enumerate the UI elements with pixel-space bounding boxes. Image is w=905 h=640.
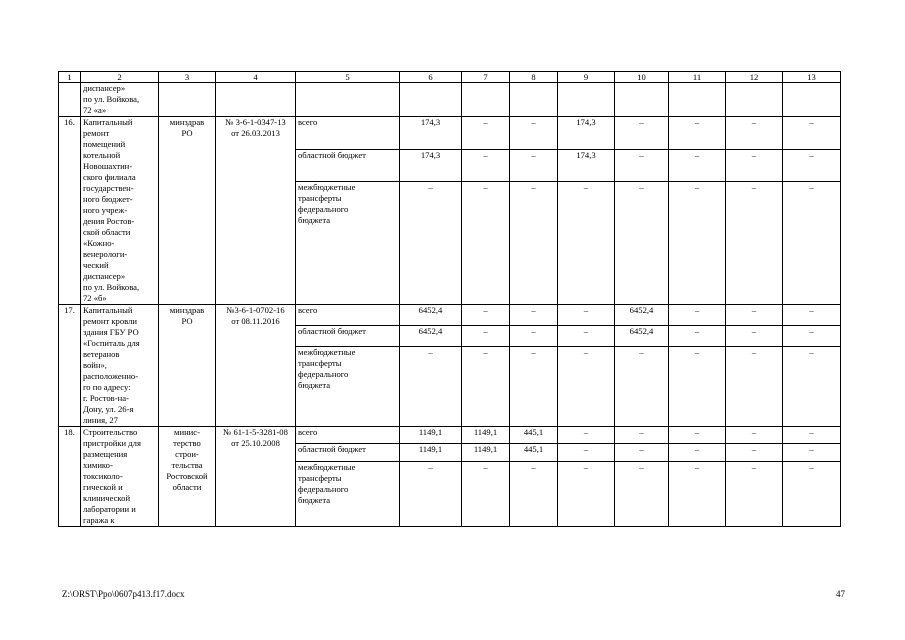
amount-cell: – xyxy=(615,427,669,444)
object-name-line: 72 «б» xyxy=(83,293,107,303)
empty-cell xyxy=(216,83,296,117)
object-name-line: по ул. Войкова, xyxy=(83,94,140,104)
agency-cell xyxy=(159,427,216,527)
amount-cell: – xyxy=(462,347,510,427)
column-number: 10 xyxy=(615,72,669,83)
column-number: 12 xyxy=(726,72,783,83)
amount-cell: – xyxy=(783,326,841,347)
object-name-line: го по адресу: xyxy=(83,382,131,392)
amount-cell: – xyxy=(726,427,783,444)
agency-line: Ростовской xyxy=(166,471,208,481)
object-name-line: здания ГБУ РО xyxy=(83,327,139,337)
agency-line: РО xyxy=(181,128,193,138)
amount-cell: – xyxy=(669,427,726,444)
document-line: от 26.03.2013 xyxy=(231,128,280,138)
funding-source-label: областной бюджет xyxy=(296,326,400,347)
amount-cell: – xyxy=(462,182,510,305)
amount-cell: – xyxy=(726,117,783,150)
agency-line: области xyxy=(172,482,202,492)
agency-cell xyxy=(159,117,216,305)
object-name-line: расположенно- xyxy=(83,371,139,381)
funding-source-label: всего xyxy=(296,117,400,150)
amount-cell: – xyxy=(726,444,783,461)
agency-line: тельства xyxy=(171,460,203,470)
funding-source-label: областной бюджет xyxy=(296,149,400,182)
row-number: 16. xyxy=(59,117,81,305)
object-name-line: ремонт xyxy=(83,128,110,138)
agency-cell xyxy=(159,305,216,427)
funding-source-label: всего xyxy=(296,427,400,444)
amount-cell: – xyxy=(558,347,615,427)
amount-cell: 174,3 xyxy=(558,149,615,182)
empty-cell xyxy=(558,83,615,117)
amount-cell: 445,1 xyxy=(510,427,558,444)
object-name-line: диспансер» xyxy=(83,83,126,93)
amount-cell: – xyxy=(558,305,615,326)
funding-source-line: бюджета xyxy=(298,494,331,505)
document-line: № 3-6-1-0347-13 xyxy=(225,117,286,127)
amount-cell: – xyxy=(510,326,558,347)
object-name-line: войн», xyxy=(83,360,107,370)
document-cell xyxy=(216,117,296,305)
amount-cell: – xyxy=(783,117,841,150)
agency-line: минис- xyxy=(174,427,200,437)
object-name-line: гаража к xyxy=(83,515,115,525)
amount-cell: 6452,4 xyxy=(615,326,669,347)
amount-cell: 1149,1 xyxy=(462,444,510,461)
amount-cell: – xyxy=(558,427,615,444)
object-name-cell xyxy=(81,427,159,527)
funding-source-line: трансферты xyxy=(298,358,342,369)
funding-source-line: трансферты xyxy=(298,193,342,204)
amount-cell: – xyxy=(462,149,510,182)
amount-cell: – xyxy=(669,326,726,347)
amount-cell: 1149,1 xyxy=(400,444,462,461)
document-cell xyxy=(216,427,296,527)
amount-cell: – xyxy=(669,149,726,182)
object-name-line: 72 «а» xyxy=(83,105,107,115)
object-name-line: по ул. Войкова, xyxy=(83,282,140,292)
object-row xyxy=(59,427,841,444)
amount-cell: – xyxy=(726,326,783,347)
amount-cell: 6452,4 xyxy=(400,326,462,347)
amount-cell: 174,3 xyxy=(558,117,615,150)
amount-cell: – xyxy=(400,182,462,305)
column-number: 4 xyxy=(216,72,296,83)
document-line: от 08.11.2016 xyxy=(231,316,280,326)
object-name-line: лаборатории и xyxy=(83,504,136,514)
amount-cell: – xyxy=(510,182,558,305)
object-name-line: помещений xyxy=(83,139,126,149)
object-name-line: ческий xyxy=(83,260,109,270)
object-name-line: диспансер» xyxy=(83,271,126,281)
amount-cell: – xyxy=(462,326,510,347)
object-name-line: токсиколо- xyxy=(83,471,123,481)
amount-cell: – xyxy=(783,427,841,444)
agency-line: строи- xyxy=(175,449,199,459)
amount-cell: – xyxy=(615,347,669,427)
agency-line: терство xyxy=(173,438,201,448)
empty-cell xyxy=(669,83,726,117)
funding-source-line: бюджета xyxy=(298,215,331,226)
column-number: 8 xyxy=(510,72,558,83)
object-name-line: «Госпиталь для xyxy=(83,338,140,348)
column-number-row xyxy=(59,72,841,83)
object-row xyxy=(59,117,841,150)
amount-cell: 174,3 xyxy=(400,117,462,150)
funding-source-label xyxy=(296,461,400,526)
amount-cell: – xyxy=(615,117,669,150)
continuation-row xyxy=(59,83,841,117)
amount-cell: – xyxy=(400,347,462,427)
agency-line: РО xyxy=(181,316,193,326)
amount-cell: – xyxy=(669,461,726,526)
funding-source-line: межбюджетные xyxy=(298,182,356,193)
funding-source-line: межбюджетные xyxy=(298,347,356,358)
amount-cell: – xyxy=(669,305,726,326)
column-number: 9 xyxy=(558,72,615,83)
empty-cell xyxy=(159,83,216,117)
amount-cell: – xyxy=(669,117,726,150)
amount-cell: – xyxy=(615,461,669,526)
amount-cell: – xyxy=(462,461,510,526)
amount-cell: – xyxy=(783,182,841,305)
amount-cell: 1149,1 xyxy=(400,427,462,444)
object-name-line: Капитальный xyxy=(83,305,133,315)
column-number: 6 xyxy=(400,72,462,83)
object-name-cell xyxy=(81,305,159,427)
funding-source-label xyxy=(296,347,400,427)
amount-cell: – xyxy=(558,444,615,461)
amount-cell: – xyxy=(510,305,558,326)
footer-page-number: 47 xyxy=(836,589,845,599)
agency-line: минздрав xyxy=(169,117,205,127)
funding-source-line: бюджета xyxy=(298,380,331,391)
amount-cell: – xyxy=(510,347,558,427)
column-number: 1 xyxy=(59,72,81,83)
empty-cell xyxy=(783,83,841,117)
amount-cell: – xyxy=(558,182,615,305)
amount-cell: – xyxy=(615,444,669,461)
object-name-line: государствен- xyxy=(83,183,134,193)
budget-table xyxy=(58,71,841,527)
amount-cell: 6452,4 xyxy=(400,305,462,326)
object-name-line: размещения xyxy=(83,449,128,459)
empty-cell xyxy=(59,83,81,117)
amount-cell: – xyxy=(510,117,558,150)
empty-cell xyxy=(510,83,558,117)
object-name-line: г. Ростов-на- xyxy=(83,393,129,403)
document-cell xyxy=(216,305,296,427)
object-name-line: ремонт кровли xyxy=(83,316,137,326)
amount-cell: 1149,1 xyxy=(462,427,510,444)
amount-cell: – xyxy=(558,326,615,347)
amount-cell: – xyxy=(462,117,510,150)
funding-source-line: федерального xyxy=(298,369,349,380)
column-number: 7 xyxy=(462,72,510,83)
amount-cell: – xyxy=(669,347,726,427)
row-number: 18. xyxy=(59,427,81,527)
object-name-line: линия, 27 xyxy=(83,415,118,425)
object-name-line: Капитальный xyxy=(83,117,133,127)
document-line: от 25.10.2008 xyxy=(231,438,280,448)
amount-cell: – xyxy=(510,461,558,526)
amount-cell: – xyxy=(726,347,783,427)
amount-cell: 6452,4 xyxy=(615,305,669,326)
column-number: 11 xyxy=(669,72,726,83)
funding-source-label: областной бюджет xyxy=(296,444,400,461)
column-number: 2 xyxy=(81,72,159,83)
empty-cell xyxy=(615,83,669,117)
object-name-line: гической и xyxy=(83,482,123,492)
object-name-line: «Кожно- xyxy=(83,238,115,248)
document-line: №3-6-1-0702-16 xyxy=(226,305,285,315)
amount-cell: – xyxy=(726,461,783,526)
funding-source-line: межбюджетные xyxy=(298,461,356,472)
object-name-line: пристройки для xyxy=(83,438,141,448)
amount-cell: – xyxy=(783,149,841,182)
amount-cell: – xyxy=(783,444,841,461)
object-name-line: венерологи- xyxy=(83,249,128,259)
object-name-line: котельной xyxy=(83,150,121,160)
amount-cell: 445,1 xyxy=(510,444,558,461)
amount-cell: – xyxy=(726,182,783,305)
object-name-line: Строительство xyxy=(83,427,138,437)
amount-cell: – xyxy=(726,149,783,182)
amount-cell: – xyxy=(783,461,841,526)
amount-cell: – xyxy=(400,461,462,526)
table-body xyxy=(59,72,841,527)
agency-line: минздрав xyxy=(169,305,205,315)
amount-cell: – xyxy=(558,461,615,526)
object-name-line: ного учреж- xyxy=(83,205,128,215)
object-name-line: ского филиала xyxy=(83,172,136,182)
funding-source-line: трансферты xyxy=(298,472,342,483)
amount-cell: – xyxy=(669,182,726,305)
amount-cell: – xyxy=(783,305,841,326)
row-number: 17. xyxy=(59,305,81,427)
amount-cell: – xyxy=(462,305,510,326)
column-number: 3 xyxy=(159,72,216,83)
object-name-cell xyxy=(81,117,159,305)
funding-source-line: федерального xyxy=(298,204,349,215)
empty-cell xyxy=(726,83,783,117)
column-number: 5 xyxy=(296,72,400,83)
object-name-line: Дону, ул. 26-я xyxy=(83,404,134,414)
amount-cell: – xyxy=(783,347,841,427)
funding-source-line: федерального xyxy=(298,483,349,494)
column-number: 13 xyxy=(783,72,841,83)
object-row xyxy=(59,305,841,326)
object-name-line: дения Ростов- xyxy=(83,216,135,226)
object-name-line: ветеранов xyxy=(83,349,120,359)
empty-cell xyxy=(296,83,400,117)
object-name-line: ской области xyxy=(83,227,131,237)
object-name-cell xyxy=(81,83,159,117)
amount-cell: 174,3 xyxy=(400,149,462,182)
amount-cell: – xyxy=(669,444,726,461)
object-name-line: ного бюджет- xyxy=(83,194,133,204)
amount-cell: – xyxy=(615,182,669,305)
object-name-line: клинической xyxy=(83,493,131,503)
amount-cell: – xyxy=(615,149,669,182)
object-name-line: Новошахтин- xyxy=(83,161,133,171)
amount-cell: – xyxy=(510,149,558,182)
funding-source-label: всего xyxy=(296,305,400,326)
footer-file-path: Z:\ORST\Ppo\0607p413.f17.docx xyxy=(62,589,185,599)
amount-cell: – xyxy=(726,305,783,326)
funding-source-label xyxy=(296,182,400,305)
empty-cell xyxy=(400,83,462,117)
empty-cell xyxy=(462,83,510,117)
object-name-line: химико- xyxy=(83,460,113,470)
document-line: № 61-1-5-3281-08 xyxy=(223,427,288,437)
